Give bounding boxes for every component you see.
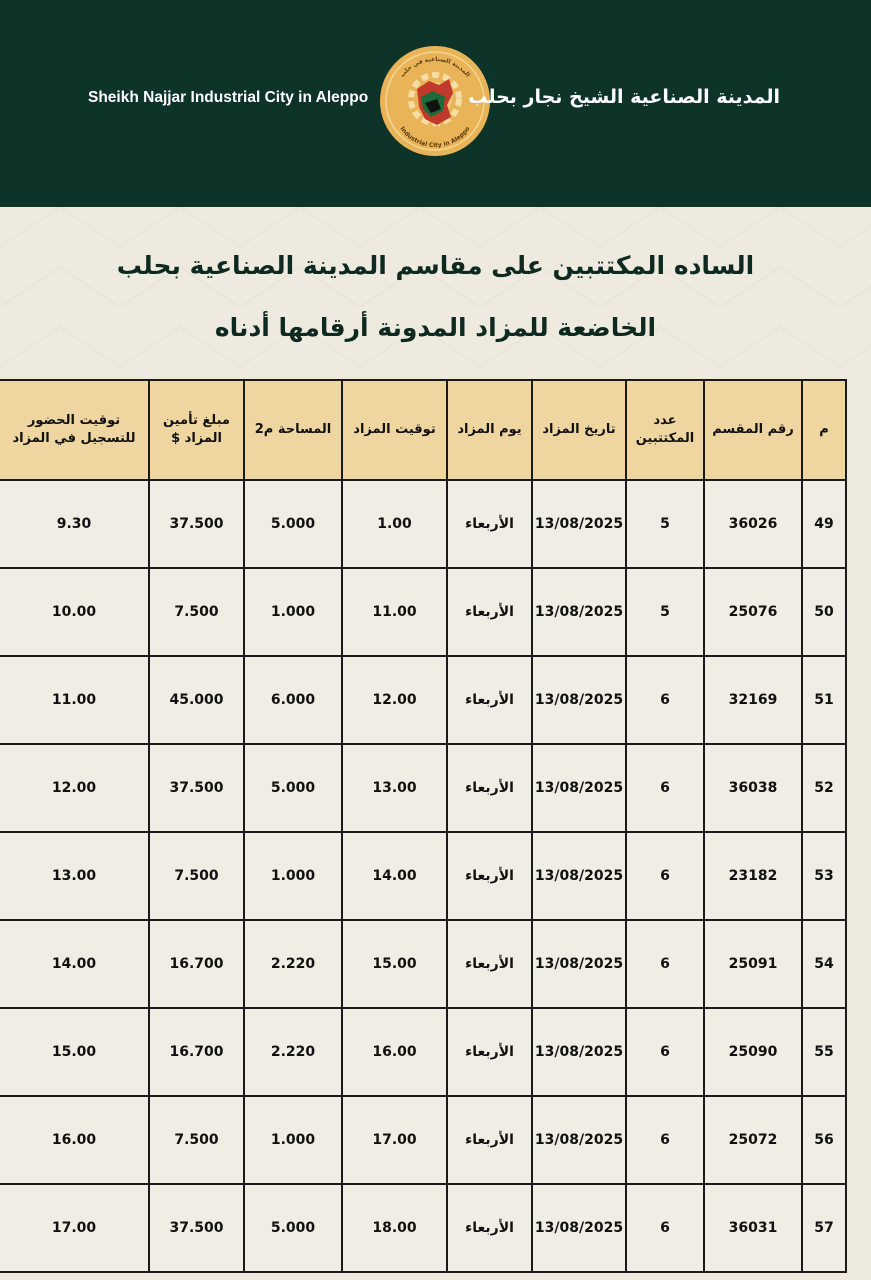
insurance-amount: 37.500 — [149, 1184, 244, 1272]
auction-date: 13/08/2025 — [532, 568, 626, 656]
subscriber-count: 6 — [626, 1008, 704, 1096]
auction-day: الأربعاء — [447, 480, 532, 568]
column-header: توقيت الحضور للتسجيل في المزاد — [0, 380, 149, 480]
auction-date: 13/08/2025 — [532, 1008, 626, 1096]
decorative-pattern — [0, 207, 871, 387]
row-number: 51 — [802, 656, 846, 744]
registration-time: 11.00 — [0, 656, 149, 744]
registration-time: 9.30 — [0, 480, 149, 568]
plot-area: 5.000 — [244, 1184, 342, 1272]
auction-date: 13/08/2025 — [532, 480, 626, 568]
auction-table — [0, 379, 847, 1273]
registration-time: 17.00 — [0, 1184, 149, 1272]
plot-area: 1.000 — [244, 832, 342, 920]
insurance-amount: 16.700 — [149, 920, 244, 1008]
table-row — [0, 744, 846, 832]
row-number: 54 — [802, 920, 846, 1008]
column-header: عدد المكتتبين — [626, 380, 704, 480]
column-header: تاريخ المزاد — [532, 380, 626, 480]
insurance-amount: 37.500 — [149, 480, 244, 568]
logo-english-text: Industrial City in Aleppo — [398, 125, 472, 150]
brand-name-arabic: المدينة الصناعية الشيخ نجار بحلب — [468, 86, 780, 108]
auction-time: 15.00 — [342, 920, 447, 1008]
column-header: يوم المزاد — [447, 380, 532, 480]
auction-date: 13/08/2025 — [532, 1184, 626, 1272]
column-header: مبلغ تأمين المزاد $ — [149, 380, 244, 480]
row-number: 52 — [802, 744, 846, 832]
auction-time: 13.00 — [342, 744, 447, 832]
table-header-row — [0, 380, 846, 480]
row-number: 57 — [802, 1184, 846, 1272]
auction-date: 13/08/2025 — [532, 1096, 626, 1184]
plot-number: 25076 — [704, 568, 802, 656]
insurance-amount: 16.700 — [149, 1008, 244, 1096]
registration-time: 16.00 — [0, 1096, 149, 1184]
auction-time: 18.00 — [342, 1184, 447, 1272]
table-row — [0, 568, 846, 656]
subscriber-count: 6 — [626, 832, 704, 920]
plot-number: 36031 — [704, 1184, 802, 1272]
page-title-line-2: الخاضعة للمزاد المدونة أرقامها أدناه — [214, 313, 657, 342]
plot-area: 1.000 — [244, 568, 342, 656]
table-row — [0, 1096, 846, 1184]
page-title-line-1: الساده المكتتبين على مقاسم المدينة الصناعية بحلب — [116, 251, 755, 280]
row-number: 50 — [802, 568, 846, 656]
plot-area: 2.220 — [244, 1008, 342, 1096]
column-header: م — [802, 380, 846, 480]
insurance-amount: 7.500 — [149, 568, 244, 656]
table-row — [0, 656, 846, 744]
registration-time: 13.00 — [0, 832, 149, 920]
plot-area: 5.000 — [244, 480, 342, 568]
column-header: رقم المقسم — [704, 380, 802, 480]
auction-day: الأربعاء — [447, 744, 532, 832]
insurance-amount: 7.500 — [149, 832, 244, 920]
insurance-amount: 37.500 — [149, 744, 244, 832]
subscriber-count: 5 — [626, 568, 704, 656]
auction-day: الأربعاء — [447, 920, 532, 1008]
plot-number: 36026 — [704, 480, 802, 568]
plot-number: 23182 — [704, 832, 802, 920]
auction-time: 12.00 — [342, 656, 447, 744]
subscriber-count: 6 — [626, 920, 704, 1008]
registration-time: 14.00 — [0, 920, 149, 1008]
auction-date: 13/08/2025 — [532, 832, 626, 920]
table-row — [0, 920, 846, 1008]
row-number: 55 — [802, 1008, 846, 1096]
registration-time: 12.00 — [0, 744, 149, 832]
auction-time: 1.00 — [342, 480, 447, 568]
plot-area: 1.000 — [244, 1096, 342, 1184]
brand-name-english: Sheikh Najjar Industrial City in Aleppo — [88, 89, 369, 106]
auction-day: الأربعاء — [447, 1008, 532, 1096]
column-header: المساحة م2 — [244, 380, 342, 480]
row-number: 56 — [802, 1096, 846, 1184]
auction-date: 13/08/2025 — [532, 920, 626, 1008]
subscriber-count: 6 — [626, 1184, 704, 1272]
auction-date: 13/08/2025 — [532, 744, 626, 832]
subscriber-count: 6 — [626, 1096, 704, 1184]
registration-time: 10.00 — [0, 568, 149, 656]
plot-number: 36038 — [704, 744, 802, 832]
table-row — [0, 1184, 846, 1272]
plot-area: 5.000 — [244, 744, 342, 832]
subscriber-count: 6 — [626, 744, 704, 832]
registration-time: 15.00 — [0, 1008, 149, 1096]
auction-time: 14.00 — [342, 832, 447, 920]
table-row — [0, 1008, 846, 1096]
auction-day: الأربعاء — [447, 656, 532, 744]
auction-day: الأربعاء — [447, 1184, 532, 1272]
plot-number: 25091 — [704, 920, 802, 1008]
insurance-amount: 45.000 — [149, 656, 244, 744]
plot-area: 2.220 — [244, 920, 342, 1008]
logo-arabic-text: المدينة الصناعية في حلب — [398, 55, 472, 79]
row-number: 53 — [802, 832, 846, 920]
insurance-amount: 7.500 — [149, 1096, 244, 1184]
auction-day: الأربعاء — [447, 832, 532, 920]
auction-time: 11.00 — [342, 568, 447, 656]
plot-area: 6.000 — [244, 656, 342, 744]
row-number: 49 — [802, 480, 846, 568]
auction-day: الأربعاء — [447, 568, 532, 656]
plot-number: 25090 — [704, 1008, 802, 1096]
subscriber-count: 6 — [626, 656, 704, 744]
table-row — [0, 832, 846, 920]
auction-time: 17.00 — [342, 1096, 447, 1184]
auction-day: الأربعاء — [447, 1096, 532, 1184]
plot-number: 25072 — [704, 1096, 802, 1184]
table-row — [0, 480, 846, 568]
column-header: توقيت المزاد — [342, 380, 447, 480]
header-banner — [0, 0, 871, 207]
subscriber-count: 5 — [626, 480, 704, 568]
auction-date: 13/08/2025 — [532, 656, 626, 744]
plot-number: 32169 — [704, 656, 802, 744]
auction-time: 16.00 — [342, 1008, 447, 1096]
